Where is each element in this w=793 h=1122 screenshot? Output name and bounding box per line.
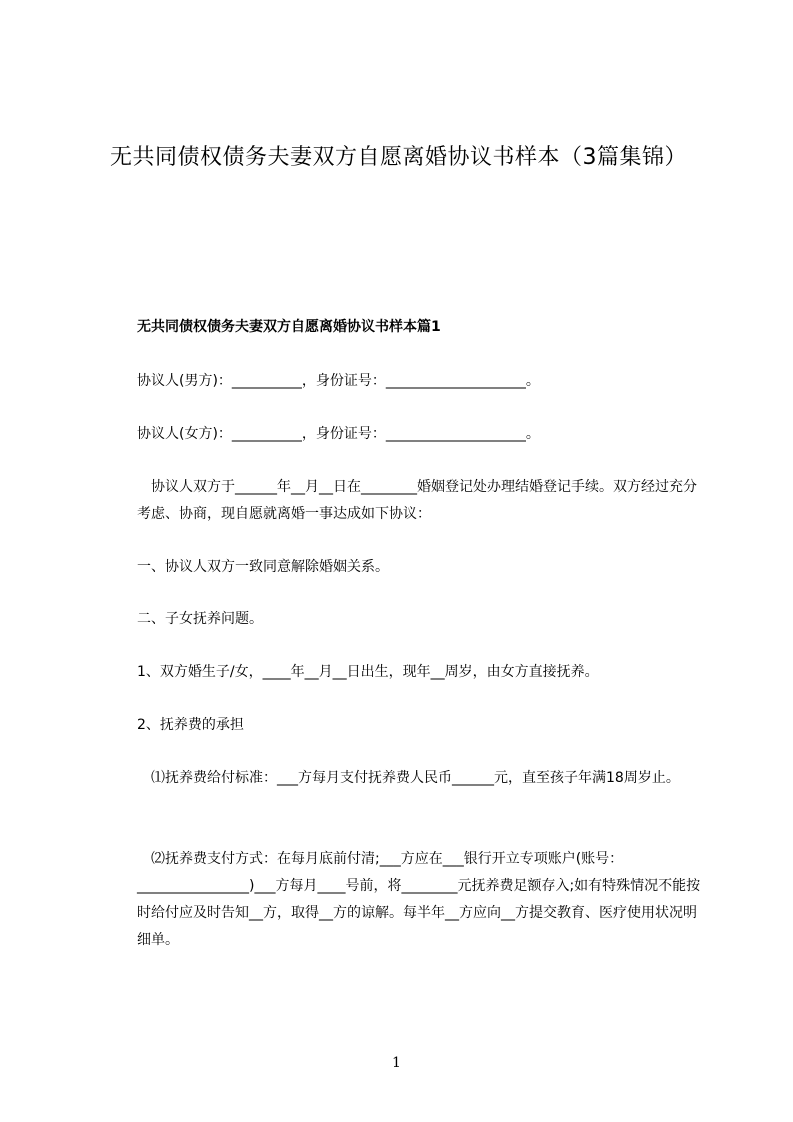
paragraph-support-standard: ⑴抚养费给付标准：___方每月支付抚养费人民币______元，直至孩子年满18周岁止。 (151, 770, 680, 786)
section-heading: 无共同债权债务夫妻双方自愿离婚协议书样本篇1 (137, 319, 441, 335)
paragraph-marriage-registration: 协议人双方于______年__月__日在________婚姻登记处办理结婚登记手续。双方经过充分考虑、协商，现自愿就离婚一事达成如下协议： (137, 479, 697, 522)
paragraph-clause-2: 二、子女抚养问题。 (137, 611, 263, 627)
paragraph-support-cost: 2、抚养费的承担 (137, 717, 244, 733)
paragraph-female-party: 协议人(女方)：__________，身份证号：____________________。 (137, 426, 540, 442)
paragraph-clause-1: 一、协议人双方一致同意解除婚姻关系。 (137, 559, 389, 575)
document-title: 无共同债权债务夫妻双方自愿离婚协议书样本（3篇集锦） (110, 145, 687, 170)
paragraph-support-payment: ⑵抚养费支付方式：在每月底前付清;___方应在___银行开立专项账户(账号：________________)___方每月____号前，将________元抚养费足额存入;如有特殊情况不能按时给付应及时告知__方，取得__方的谅解。每半年__方应向__方提交教育、医疗使用状况明细单。 (137, 851, 701, 948)
paragraph-male-party: 协议人(男方)：__________，身份证号：____________________。 (137, 373, 540, 389)
paragraph-child-custody: 1、双方婚生子/女，____年__月__日出生，现年__周岁，由女方直接抚养。 (137, 664, 599, 680)
page-number: 1 (392, 1055, 401, 1071)
